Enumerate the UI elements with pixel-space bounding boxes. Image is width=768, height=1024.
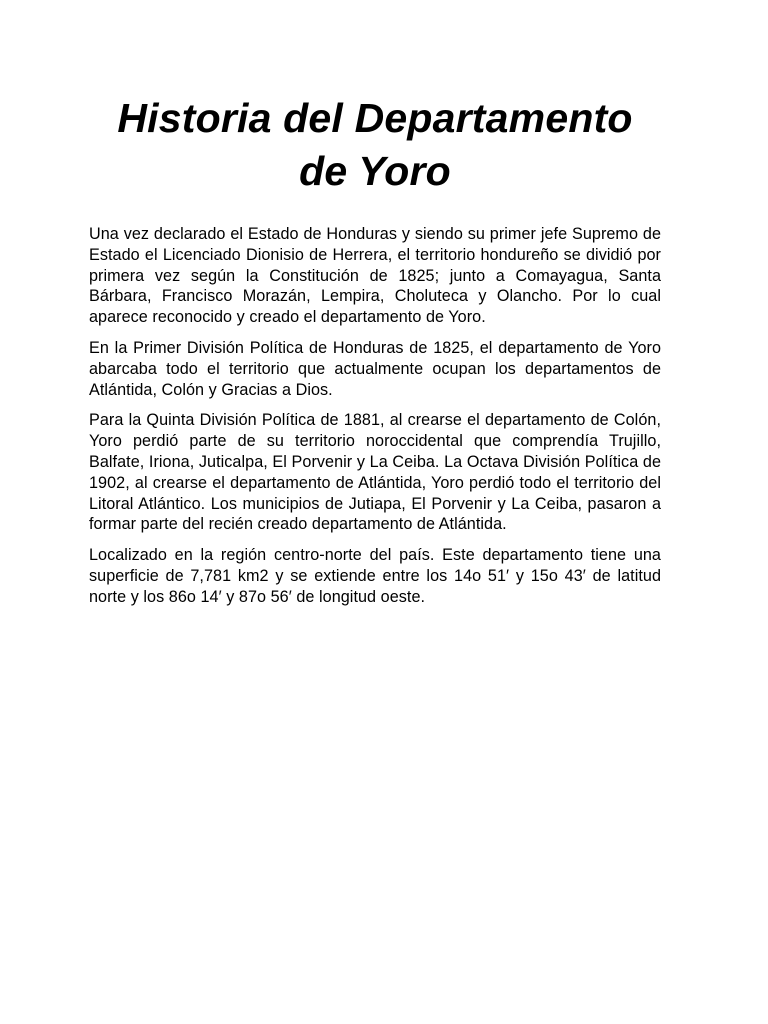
paragraph-3: Para la Quinta División Política de 1881, al crearse el departamento de Colón, Yoro perdió parte de su territorio noroccidental que comprendía Trujillo, Balfate, Iriona, Juticalpa, El Porvenir y La Ceiba. La Octava División Política de 1902, al crearse el departamento de Atlántida, Yoro perdió todo el territorio del Litoral Atlántico. Los municipios de Jutiapa, El Porvenir y La Ceiba, pasaron a formar parte del recién creado departamento de Atlántida.: [89, 411, 661, 534]
paragraph-4: Localizado en la región centro-norte del país. Este departamento tiene una superficie de 7,781 km2 y se extiende entre los 14o 51′ y 15o 43′ de latitud norte y los 86o 14′ y 87o 56′ de longitud oeste.: [89, 546, 661, 606]
paragraph-1: Una vez declarado el Estado de Honduras y siendo su primer jefe Supremo de Estado el Licenciado Dionisio de Herrera, el territorio hondureño se dividió por primera vez según la Constitución de 1825; junto a Comayagua, Santa Bárbara, Francisco Morazán, Lempira, Choluteca y Olancho. Por lo cual aparece reconocido y creado el departamento de Yoro.: [89, 225, 661, 327]
paragraph-2: En la Primer División Política de Honduras de 1825, el departamento de Yoro abarcaba todo el territorio que actualmente ocupan los departamentos de Atlántida, Colón y Gracias a Dios.: [89, 338, 661, 399]
document-page: [89, 92, 661, 618]
document-title: Historia del Departamento de Yoro: [117, 95, 633, 194]
